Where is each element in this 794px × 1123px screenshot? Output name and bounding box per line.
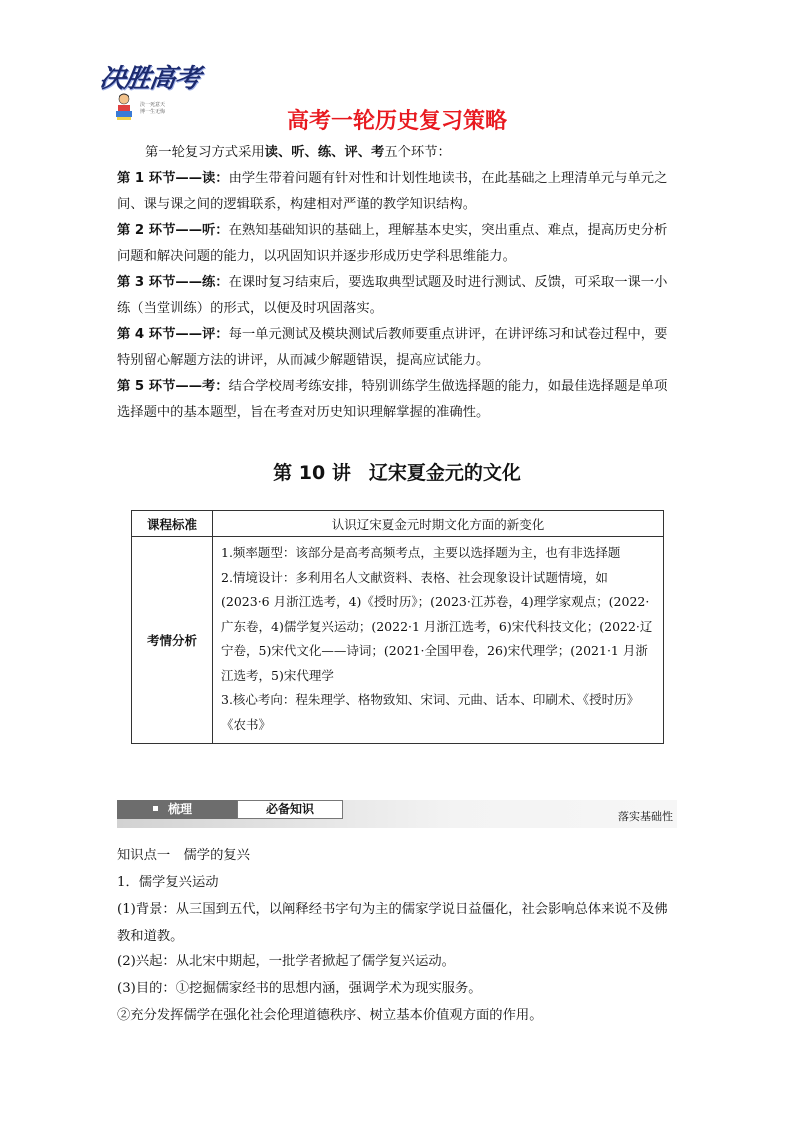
analysis-line: 3.核心考向：程朱理学、格物致知、宋词、元曲、话本、印刷术、《授时历》《农书》	[221, 692, 640, 732]
step-text: 在课时复习结束后，要选取典型试题及时进行测试、反馈，可采取一课一小练（当堂训练）的形式，以便及时巩固落实。	[117, 275, 668, 316]
step-text: 在熟知基础知识的基础上，理解基本史实，突出重点、难点，提高历史分析问题和解决问题的能力，以巩固知识并逐步形成历史学科思维能力。	[117, 223, 668, 264]
step-text: 由学生带着问题有针对性和计划性地读书，在此基础之上理清单元与单元之间、课与课之间的逻辑联系，构建相对严谨的教学知识结构。	[117, 171, 668, 212]
section-bar-right: 落实基础性	[618, 810, 673, 823]
course-table	[131, 510, 664, 744]
step-label: 第 4 环节——评：	[117, 327, 229, 342]
section-bar-tag: 必备知识	[237, 800, 343, 819]
intro-prefix: 第一轮复习方式采用	[145, 145, 265, 160]
section-bar-left	[117, 800, 237, 819]
step-4	[117, 322, 677, 374]
logo-text: 决胜高考	[97, 64, 202, 94]
knowledge-item: (2)兴起：从北宋中期起，一批学者掀起了儒学复兴运动。	[117, 954, 455, 969]
table-row	[132, 537, 664, 744]
knowledge-item: (3)目的：①挖掘儒家经书的思想内涵，强调学术为现实服务。	[117, 981, 482, 996]
step-label: 第 1 环节——读：	[117, 171, 229, 186]
step-label: 第 2 环节——听：	[117, 223, 229, 238]
table-row	[132, 511, 664, 537]
lecture-title	[0, 458, 794, 485]
step-text: 结合学校周考练安排，特别训练学生做选择题的能力，如最佳选择题是单项选择题中的基本题型，旨在考查对历史知识理解掌握的准确性。	[117, 379, 668, 420]
square-bullet-icon	[153, 806, 158, 811]
step-5	[117, 374, 677, 426]
page-title: 高考一轮历史复习策略	[286, 109, 507, 134]
table-cell-standard: 认识辽宋夏金元时期文化方面的新变化	[213, 511, 664, 537]
logo-subtitle-line2: 博一生无悔	[140, 109, 166, 115]
table-header-analysis: 考情分析	[132, 537, 213, 744]
knowledge-item: ②充分发挥儒学在强化社会伦理道德秩序、树立基本价值观方面的作用。	[117, 1008, 543, 1023]
step-text: 每一单元测试及模块测试后教师要重点讲评，在讲评练习和试卷过程中，要特别留心解题方法的讲评，从而减少解题错误，提高应试能力。	[117, 327, 668, 368]
knowledge-item: (1)背景：从三国到五代，以阐释经书字句为主的儒家学说日益僵化，社会影响总体来说不及佛教和道教。	[117, 902, 668, 944]
step-3	[117, 270, 677, 322]
step-label: 第 3 环节——练：	[117, 275, 229, 290]
intro-paragraph	[117, 140, 677, 166]
lecture-name: 辽宋夏金元的文化	[368, 462, 521, 484]
table-header-standard: 课程标准	[132, 511, 213, 537]
logo-subtitle-line1: 決一死意天	[140, 102, 166, 108]
knowledge-point-heading: 知识点一 儒学的复兴	[117, 848, 250, 863]
step-2	[117, 218, 677, 270]
section-bar	[117, 800, 677, 828]
section-bar-left-label: 梳理	[168, 802, 193, 816]
intro-bold: 读、听、练、评、考	[264, 145, 385, 160]
analysis-line: 1.频率题型：该部分是高考高频考点，主要以选择题为主，也有非选择题	[221, 545, 621, 560]
table-cell-analysis	[213, 537, 664, 744]
step-1	[117, 166, 677, 218]
intro-suffix: 五个环节：	[384, 145, 451, 160]
analysis-line: 2.情境设计：多利用名人文献资料、表格、社会现象设计试题情境，如(2023·6 月浙江选考，4)《授时历》；(2023·江苏卷，4)理学家观点；(2022·广东卷，4)儒学复兴运动；(2022·1 月浙江选考，6)宋代科技文化；(2022·辽宁卷，5)宋代文化——诗词；(2021·全国甲卷，26)宋代理学；(2021·1 月浙江选考，5)宋代理学	[221, 569, 653, 683]
knowledge-subheading: 1．儒学复兴运动	[117, 875, 219, 890]
lecture-number: 第 10 讲	[273, 462, 351, 484]
step-label: 第 5 环节——考：	[117, 379, 229, 394]
